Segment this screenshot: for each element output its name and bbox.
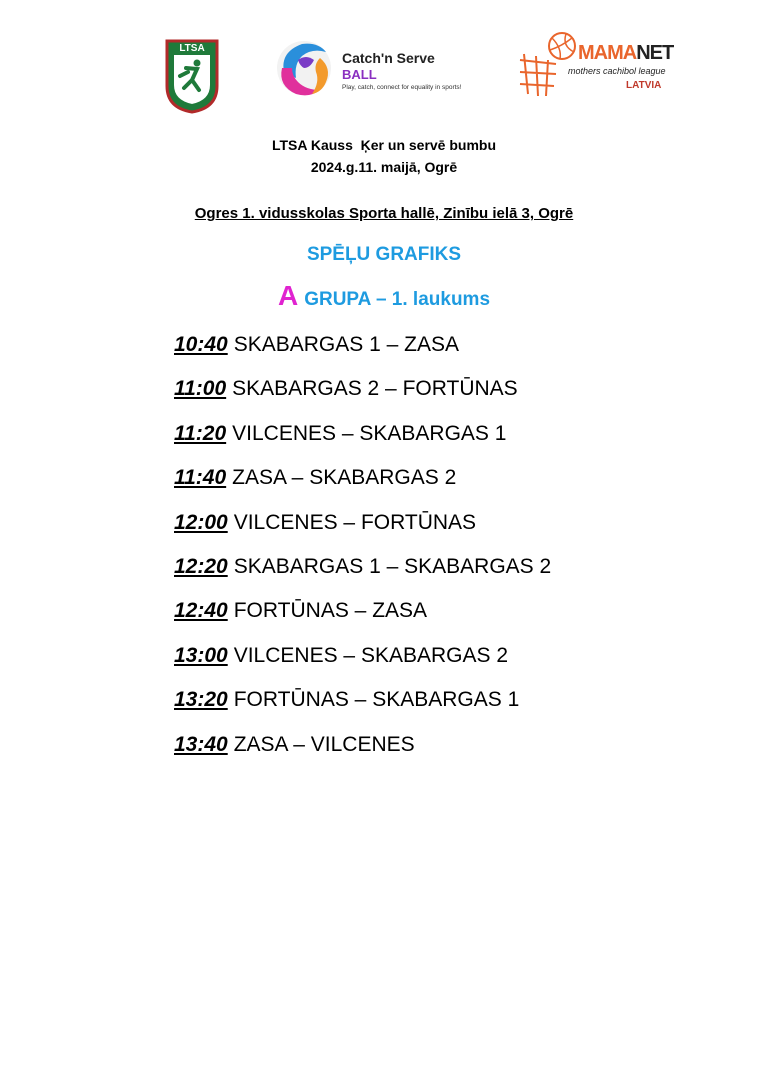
match-teams: VILCENES – FORTŪNAS — [233, 510, 477, 534]
match-row — [174, 552, 734, 596]
match-schedule-list — [174, 330, 734, 774]
mamanet-logo — [516, 30, 672, 100]
event-title: LTSA Kauss Ķer un servē bumbu — [271, 137, 497, 153]
venue-address: Ogres 1. vidusskolas Sporta hallē, Zinību ielā 3, Ogrē — [194, 205, 574, 222]
match-teams: FORTŪNAS – ZASA — [233, 599, 428, 623]
schedule-title: SPĒĻU GRAFIKS — [306, 244, 462, 265]
match-time: 11:20 — [174, 421, 227, 445]
group-heading — [0, 280, 768, 312]
mamanet-country: LATVIA — [626, 80, 662, 91]
ltsa-logo — [164, 38, 220, 114]
match-teams: ZASA – SKABARGAS 2 — [232, 466, 457, 490]
match-row — [174, 508, 734, 552]
match-teams: SKABARGAS 1 – SKABARGAS 2 — [233, 554, 552, 578]
logo-bar — [0, 30, 768, 120]
match-teams: SKABARGAS 2 – FORTŪNAS — [232, 377, 518, 401]
catch-n-serve-ball: BALL — [342, 67, 377, 82]
mamanet-tagline: mothers cachibol league — [568, 66, 666, 76]
event-date: 2024.g.11. maijā, Ogrē — [310, 159, 458, 175]
match-row — [174, 330, 734, 374]
match-time: 11:40 — [174, 466, 227, 490]
match-row — [174, 419, 734, 463]
match-time: 13:20 — [174, 688, 228, 712]
match-time: 12:00 — [174, 510, 228, 534]
match-teams: VILCENES – SKABARGAS 2 — [233, 643, 509, 667]
match-row — [174, 730, 734, 774]
match-time: 13:40 — [174, 732, 228, 756]
match-time: 13:00 — [174, 643, 228, 667]
match-row — [174, 463, 734, 507]
colorful-hands-icon — [274, 38, 334, 100]
match-row — [174, 641, 734, 685]
event-header — [0, 134, 768, 178]
match-teams: SKABARGAS 1 – ZASA — [233, 333, 459, 356]
catch-n-serve-title: Catch'n Serve — [342, 50, 435, 66]
volleyball-net-icon — [516, 30, 586, 100]
match-row — [174, 596, 734, 640]
group-label: GRUPA – 1. laukums — [304, 289, 491, 310]
match-time: 11:00 — [174, 377, 227, 401]
match-time: 12:20 — [174, 554, 228, 578]
ltsa-logo-text: LTSA — [179, 43, 205, 54]
match-time: 10:40 — [174, 333, 228, 356]
mamanet-word-net: NET — [636, 42, 674, 64]
match-row — [174, 374, 734, 418]
mamanet-wordmark — [578, 42, 673, 65]
match-time: 12:40 — [174, 599, 228, 623]
match-teams: FORTŪNAS – SKABARGAS 1 — [233, 688, 520, 712]
match-teams: VILCENES – SKABARGAS 1 — [232, 421, 507, 445]
match-row — [174, 685, 734, 729]
catch-n-serve-tagline: Play, catch, connect for equality in sports! — [342, 84, 462, 91]
catch-n-serve-logo — [274, 38, 474, 108]
group-letter: A — [277, 280, 299, 311]
mamanet-word-mama: MAMA — [578, 42, 637, 64]
match-teams: ZASA – VILCENES — [233, 732, 415, 756]
